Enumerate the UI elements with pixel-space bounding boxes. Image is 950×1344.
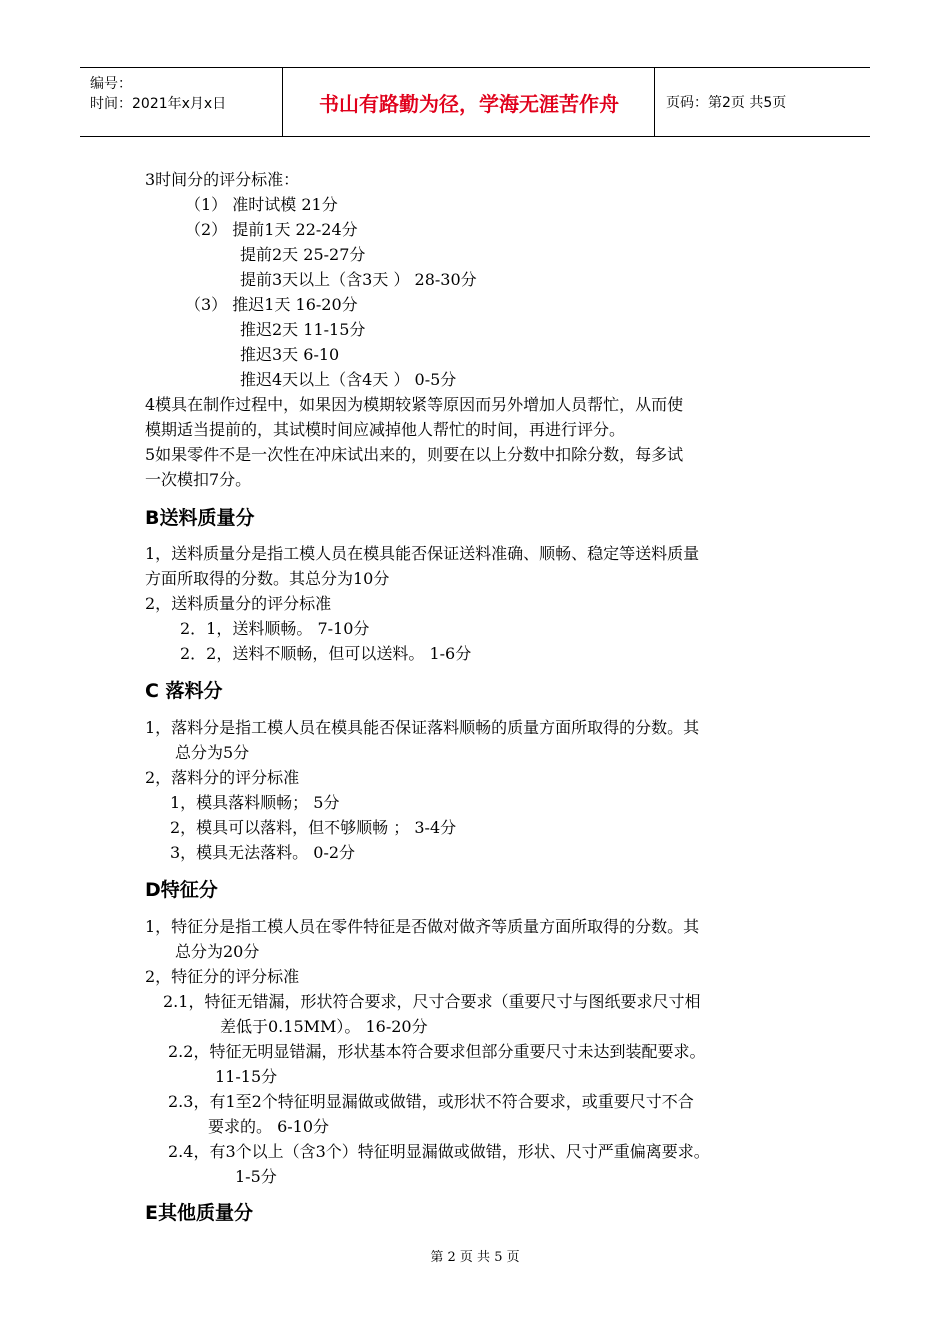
header-meta [90,74,280,114]
body-line: 3时间分的评分标准： [145,170,300,189]
body-line: 推迟3天 6-10 [240,345,340,364]
body-line: 总分为5分 [175,743,250,762]
section-heading-b: B送料质量分 [145,507,255,529]
body-line: 要求的。 6-10分 [208,1117,330,1136]
time-label: 时间：2021年x月x日 [90,96,227,112]
body-line: 提前2天 25-27分 [240,245,366,264]
body-line: 5如果零件不是一次性在冲床试出来的，则要在以上分数中扣除分数，每多试 [145,445,684,464]
body-line: 11-15分 [215,1067,278,1086]
body-line: 方面所取得的分数。其总分为10分 [145,569,390,588]
body-line: （1） 准时试模 21分 [185,195,338,214]
body-line: 一次模扣7分。 [145,470,252,489]
body-line: 差低于0.15MM）。 16-20分 [220,1017,428,1036]
section-heading-e: E其他质量分 [145,1202,253,1224]
body-line: 1-5分 [235,1167,277,1186]
body-line: （3） 推迟1天 16-20分 [185,295,358,314]
body-line: 1，特征分是指工模人员在零件特征是否做对做齐等质量方面所取得的分数。其 [145,917,700,936]
body-line: 2.4，有3个以上（含3个）特征明显漏做或做错，形状、尺寸严重偏离要求。 [168,1142,710,1161]
body-line: 2，模具可以落料，但不够顺畅 ； 3-4分 [170,818,457,837]
header-divider [282,68,283,136]
page-label: 页码：第2页 共5页 [666,95,787,111]
section-heading-c: C 落料分 [145,680,223,702]
section-heading-d: D特征分 [145,879,218,901]
body-line: 2．2，送料不顺畅，但可以送料。 1-6分 [180,644,472,663]
body-line: 2，落料分的评分标准 [145,768,300,787]
body-line: 2.3，有1至2个特征明显漏做或做错，或形状不符合要求，或重要尺寸不合 [168,1092,694,1111]
body-line: 2.1，特征无错漏，形状符合要求，尺寸合要求（重要尺寸与图纸要求尺寸相 [163,992,701,1011]
body-line: 4模具在制作过程中，如果因为模期较紧等原因而另外增加人员帮忙，从而使 [145,395,684,414]
body-line: 推迟2天 11-15分 [240,320,366,339]
body-line: 总分为20分 [175,942,260,961]
body-line: （2） 提前1天 22-24分 [185,220,358,239]
page-footer: 第 2 页 共 5 页 [430,1250,520,1265]
body-line: 1，模具落料顺畅； 5分 [170,793,340,812]
body-line: 1，送料质量分是指工模人员在模具能否保证送料准确、顺畅、稳定等送料质量 [145,544,700,563]
body-line: 3，模具无法落料。 0-2分 [170,843,356,862]
body-line: 模期适当提前的，其试模时间应减掉他人帮忙的时间，再进行评分。 [145,420,626,439]
header-motto: 书山有路勤为径，学海无涯苦作舟 [319,91,619,116]
body-line: 1，落料分是指工模人员在模具能否保证落料顺畅的质量方面所取得的分数。其 [145,718,700,737]
header-divider [654,68,655,136]
body-line: 推迟4天以上（含4天 ） 0-5分 [240,370,457,389]
body-line: 2，送料质量分的评分标准 [145,594,332,613]
document-header [80,67,870,137]
body-line: 2．1，送料顺畅。 7-10分 [180,619,370,638]
body-line: 2.2，特征无明显错漏，形状基本符合要求但部分重要尺寸未达到装配要求。 [168,1042,706,1061]
number-label: 编号： [90,76,132,92]
body-line: 2，特征分的评分标准 [145,967,300,986]
body-line: 提前3天以上（含3天 ） 28-30分 [240,270,477,289]
